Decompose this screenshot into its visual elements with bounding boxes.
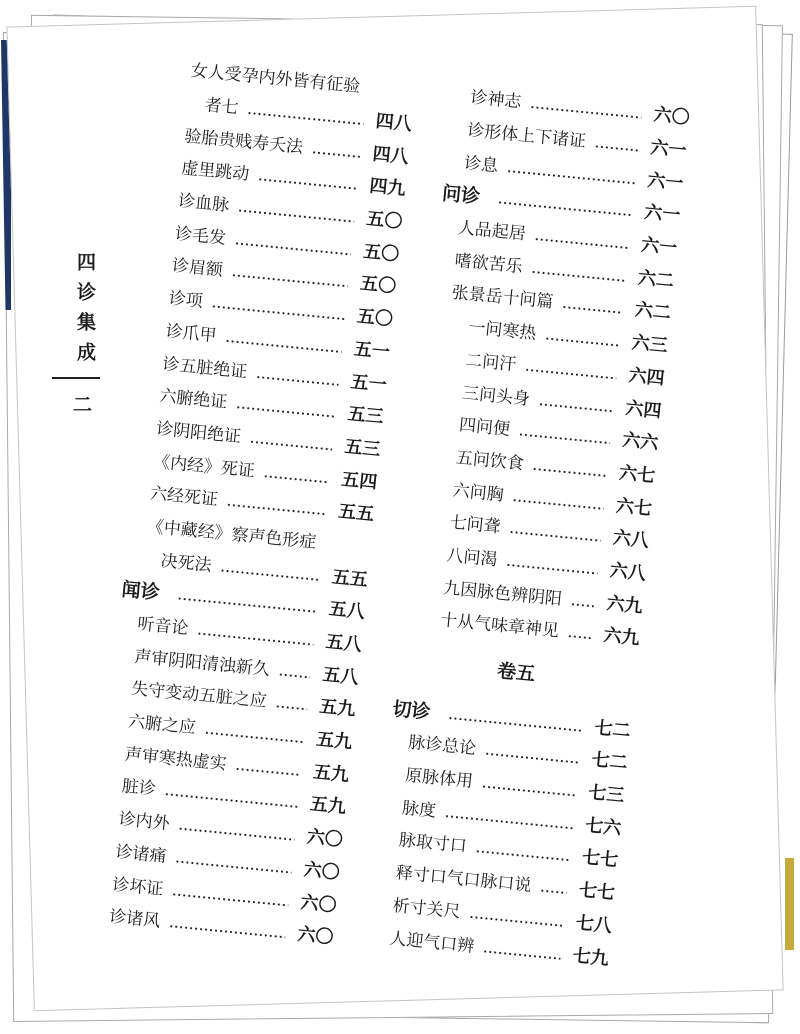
toc-page-number: 五九 bbox=[312, 761, 350, 786]
toc-page-number: 四九 bbox=[368, 175, 407, 201]
toc-entry-title: 二问汗 bbox=[464, 350, 518, 376]
toc-entry-title: 诊神志 bbox=[469, 88, 523, 113]
running-head-title: 四诊集成 bbox=[74, 252, 96, 372]
toc-entry-title: 者七 bbox=[203, 95, 240, 119]
toc-page-number: 五〇 bbox=[359, 273, 397, 298]
toc-entry-title: 诊内外 bbox=[117, 809, 171, 835]
page-number: 二 bbox=[73, 394, 93, 416]
toc-entry-title: 女人受孕内外皆有征验 bbox=[189, 61, 361, 98]
toc-page-number: 六〇 bbox=[302, 859, 341, 884]
toc-entry-title: 诊血脉 bbox=[177, 191, 230, 217]
dot-leader bbox=[469, 915, 564, 927]
toc-entry-title: 四问便 bbox=[458, 415, 511, 441]
dot-leader bbox=[247, 111, 364, 125]
dot-leader bbox=[226, 503, 326, 516]
toc-page-number: 六一 bbox=[646, 169, 685, 195]
toc-entry-title: 人品起居 bbox=[456, 218, 527, 245]
dot-leader bbox=[540, 889, 567, 895]
toc-page-number: 五九 bbox=[315, 728, 354, 754]
dot-leader bbox=[530, 106, 642, 120]
toc-section-title: 闻诊 bbox=[120, 578, 161, 605]
toc-page-number: 六七 bbox=[615, 495, 653, 520]
toc-entry-title: 虚里跳动 bbox=[180, 158, 251, 186]
toc-entry-title: 诊眉额 bbox=[171, 256, 224, 282]
dot-leader bbox=[545, 337, 620, 347]
toc-entry-title: 十从气味章神见 bbox=[439, 610, 560, 642]
toc-entry-title: 诊项 bbox=[167, 288, 204, 313]
dot-leader bbox=[197, 632, 314, 646]
toc-page-number: 六一 bbox=[640, 234, 678, 260]
dot-leader bbox=[485, 752, 580, 764]
toc-entry-title: 诊诸风 bbox=[108, 907, 162, 932]
toc-page-number: 七六 bbox=[584, 814, 623, 840]
toc-entry-title: 析寸关尺 bbox=[391, 895, 462, 923]
toc-left-column bbox=[89, 53, 416, 955]
dot-leader bbox=[509, 531, 601, 543]
toc-page-number: 五〇 bbox=[362, 240, 401, 266]
toc-entry-title: 诊诸痛 bbox=[114, 842, 168, 867]
dot-leader bbox=[567, 635, 591, 640]
toc-entry-title: 诊形体上下诸证 bbox=[466, 120, 587, 152]
dot-leader bbox=[169, 925, 286, 939]
dot-leader bbox=[204, 731, 304, 744]
toc-page-number: 七二 bbox=[590, 749, 629, 775]
toc-entry-title: 诊五脏绝证 bbox=[161, 353, 249, 383]
toc-list bbox=[89, 53, 416, 955]
dot-leader bbox=[518, 433, 610, 445]
toc-page-number: 六二 bbox=[637, 267, 675, 292]
toc-entry-title: 失守变动五脏之应 bbox=[130, 679, 268, 713]
dot-leader bbox=[249, 440, 332, 451]
dot-leader bbox=[448, 716, 583, 732]
toc-page-number: 五八 bbox=[321, 663, 360, 689]
toc-entry-title: 诊坏证 bbox=[111, 874, 165, 900]
dot-leader bbox=[507, 169, 636, 184]
toc-entry-title: 六腑之应 bbox=[127, 711, 197, 739]
toc-entry-title: 决死法 bbox=[159, 550, 213, 576]
toc-page-number: 六八 bbox=[608, 560, 647, 585]
toc-entry-title: 验胎贵贱寿夭法 bbox=[183, 126, 304, 158]
dot-leader bbox=[177, 597, 317, 613]
dot-leader bbox=[562, 306, 623, 315]
toc-entry-title: 人迎气口辨 bbox=[388, 928, 476, 957]
toc-page-number: 六四 bbox=[624, 397, 663, 422]
dot-leader bbox=[483, 949, 561, 959]
cover-edge-yellow bbox=[785, 858, 794, 950]
toc-entry-title: 《中藏经》察声色形症 bbox=[145, 516, 318, 553]
dot-leader bbox=[256, 375, 339, 386]
toc-page-number: 七九 bbox=[571, 944, 610, 970]
toc-entry-title: 八问渴 bbox=[445, 545, 499, 571]
toc-page-number: 五一 bbox=[352, 338, 391, 363]
dot-leader bbox=[538, 402, 613, 412]
toc-entry-title: 六腑绝证 bbox=[158, 386, 229, 413]
toc-page-number: 六一 bbox=[649, 137, 688, 162]
toc-page-number: 五〇 bbox=[356, 306, 394, 331]
toc-entry-title: 诊阴阳绝证 bbox=[155, 419, 242, 448]
dot-leader bbox=[570, 602, 594, 607]
toc-page-number: 五五 bbox=[330, 566, 369, 591]
toc-page-number: 五九 bbox=[309, 794, 347, 819]
toc-entry-title: 张景岳十问篇 bbox=[450, 283, 555, 313]
toc-page-number: 六九 bbox=[605, 592, 644, 618]
dot-leader bbox=[475, 850, 570, 862]
toc-page-number: 六四 bbox=[627, 364, 666, 390]
toc-page-number: 五四 bbox=[340, 468, 379, 494]
toc-entry-title: 声审阴阳清浊新久 bbox=[133, 646, 271, 680]
toc-entry-title: 诊毛发 bbox=[174, 223, 227, 249]
toc-page-number: 六六 bbox=[621, 430, 660, 455]
dot-leader bbox=[532, 467, 607, 477]
toc-page-number: 五三 bbox=[343, 436, 382, 461]
toc-entry-title: 九因脉色辨阴阳 bbox=[442, 578, 563, 610]
table-of-contents bbox=[9, 42, 711, 987]
toc-list bbox=[400, 80, 691, 656]
toc-entry-title: 脉取寸口 bbox=[398, 830, 468, 858]
toc-entry-title: 六经死证 bbox=[149, 484, 219, 511]
dot-leader bbox=[278, 673, 310, 679]
dot-leader bbox=[225, 339, 342, 353]
toc-entry-title: 脉诊总论 bbox=[407, 733, 478, 760]
toc-page-number: 六七 bbox=[618, 462, 657, 487]
dot-leader bbox=[211, 305, 345, 321]
toc-page-number: 五〇 bbox=[365, 208, 404, 233]
toc-page-number: 五五 bbox=[337, 501, 376, 526]
toc-entry-title: 释寸口气口脉口说 bbox=[394, 863, 533, 897]
toc-page-number: 五八 bbox=[327, 598, 366, 624]
dot-leader bbox=[175, 860, 292, 874]
volume-toc-list bbox=[369, 692, 632, 975]
toc-page-number: 六〇 bbox=[296, 924, 335, 949]
toc-entry-title: 诊爪甲 bbox=[164, 321, 218, 347]
toc-page-number: 六八 bbox=[611, 527, 650, 553]
dot-leader bbox=[531, 270, 626, 282]
toc-section-title: 问诊 bbox=[441, 182, 482, 209]
toc-page-number: 六三 bbox=[630, 332, 669, 357]
toc-page-number: 五三 bbox=[346, 403, 385, 428]
toc-entry-title: 五问饮食 bbox=[454, 447, 525, 475]
volume-heading: 卷五 bbox=[496, 659, 537, 686]
toc-page-number: 七二 bbox=[593, 717, 632, 742]
toc-entry-title: 脉度 bbox=[401, 798, 437, 822]
toc-entry-title: 七问聋 bbox=[448, 512, 502, 538]
dot-leader bbox=[172, 892, 289, 906]
toc-entry-title: 声审寒热虚实 bbox=[124, 744, 228, 775]
dot-leader bbox=[258, 178, 358, 191]
toc-entry-title: 脏诊 bbox=[120, 776, 157, 801]
toc-page-number: 七三 bbox=[587, 782, 626, 807]
toc-entry-title: 三问头身 bbox=[461, 382, 531, 410]
toc-entry-title: 六问胸 bbox=[451, 480, 505, 506]
toc-entry-title: 《内经》死证 bbox=[152, 451, 256, 482]
dot-leader bbox=[534, 238, 629, 250]
dot-leader bbox=[506, 563, 598, 575]
dot-leader bbox=[311, 150, 360, 158]
toc-page-number: 七七 bbox=[578, 879, 616, 905]
toc-page-number: 七八 bbox=[574, 912, 613, 937]
toc-page-number: 六二 bbox=[633, 299, 672, 325]
toc-entry-title: 诊息 bbox=[463, 153, 500, 177]
dot-leader bbox=[525, 368, 617, 380]
toc-section-title: 切诊 bbox=[391, 697, 432, 724]
toc-entry-title: 原脉体用 bbox=[404, 765, 474, 793]
dot-leader bbox=[220, 569, 320, 582]
dot-leader bbox=[178, 827, 295, 841]
dot-leader bbox=[444, 814, 573, 829]
toc-page-number: 七七 bbox=[581, 847, 620, 872]
dot-leader bbox=[497, 201, 632, 217]
dot-leader bbox=[164, 793, 298, 809]
dot-leader bbox=[512, 498, 604, 510]
toc-page-number: 五九 bbox=[318, 696, 357, 721]
toc-page-number: 五一 bbox=[349, 371, 388, 396]
toc-page-number: 四八 bbox=[374, 110, 413, 136]
dot-leader bbox=[275, 705, 307, 711]
toc-page-number: 五八 bbox=[324, 631, 363, 656]
dot-leader bbox=[594, 145, 638, 152]
dot-leader bbox=[237, 209, 354, 223]
toc-page-number: 六九 bbox=[602, 625, 641, 650]
toc-page-number: 四八 bbox=[371, 143, 410, 168]
toc-entry-title: 听音论 bbox=[136, 614, 190, 640]
toc-page-number: 六〇 bbox=[305, 826, 344, 851]
dot-leader bbox=[234, 242, 351, 256]
dot-leader bbox=[231, 274, 348, 288]
dot-leader bbox=[481, 785, 576, 797]
dot-leader bbox=[236, 406, 336, 419]
dot-leader bbox=[235, 767, 301, 776]
toc-entry-title: 一问寒热 bbox=[467, 317, 538, 345]
toc-page-number: 六〇 bbox=[652, 104, 691, 130]
toc-page-number: 六〇 bbox=[299, 891, 338, 917]
dot-leader bbox=[263, 474, 329, 483]
toc-page-number: 六一 bbox=[643, 202, 682, 227]
toc-entry-title: 嗜欲苦乐 bbox=[453, 250, 524, 278]
